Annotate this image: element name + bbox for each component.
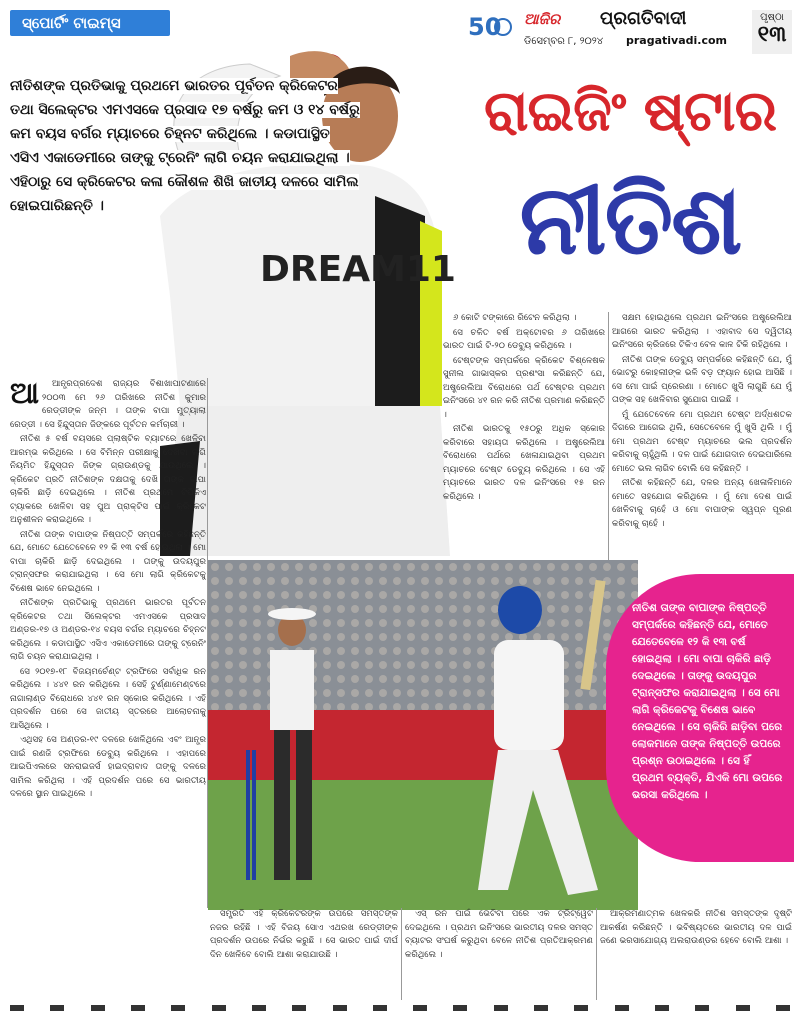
article-paragraph: ସକ୍ଷମ ହୋଇଥିଲେ ପ୍ରଥମ ଇନିଂସରେ ଅଷ୍ଟ୍ରେଲିଆ ଆଗରେ ଭାରତ କରିଥିଲା । ଏହାବାଦ ସେ ଦ୍ୱିତୀୟ ଇନିଂସରେ କ୍ରିଜରେ ଟିକିଏ ବେଳ କାଳ ଟିକି ରହିଥିଲେ । (612, 313, 792, 350)
masthead-prefix: ଆଜିର (524, 10, 561, 28)
article-paragraph: ଆନ୍ଧ୍ରପ୍ରଦେଶ ରାଜ୍ୟର ବିଶାଖାପାଟଣାରେ ୨୦୦୩ ମେ ୨୬ ତାରିଖରେ ନୀତିଶ କୁମାର ରେଡ୍ଡୀଙ୍କ ଜନ୍ମ । ତାଙ୍କ ବାପା ମୁତ୍ୟାଲା ରେଡ୍ଡୀ । ସେ ହିନ୍ଦୁସ୍ତାନ ଜିଙ୍କରେ ପୂର୍ବତନ କର୍ମଚାରୀ । (10, 379, 206, 430)
article-paragraph: ୬ କୋଟି ଟଙ୍କାରେ ରିଟେନ କରିଥିଲା । (453, 313, 577, 323)
article-column-3 (612, 312, 792, 560)
emblem-icon (494, 18, 512, 36)
anniversary-logo: 50 (468, 13, 502, 41)
article-paragraph: ନୀତିଶ ୫ ବର୍ଷ ବୟସରେ ପ୍ଲାଷ୍ଟିକ ବ୍ୟାଟରେ ଖେଳିବା ଆରମ୍ଭ କରିଥିଲେ । ସେ ବିମିନ୍ନ ପରୀକ୍ଷାକୁ ଦେଖିବା ଲାଗି ନିୟମିତ ହିନ୍ଦୁସ୍ତାନ ଜିଙ୍କ ଗ୍ରାଉଣ୍ଡକୁ ଯାଉଥିଲେ । କ୍ରିକେଟ ପ୍ରତି ନୀତିଶଙ୍କ ଦକ୍ଷତାକୁ ଦେଖି ତାଙ୍କ ବାପା ଚାକିରି ଛାଡ଼ି ଦେଇଥିଲେ । ନୀତିଶ ପ୍ରଥମେ ଟିପିକିଏ ଟ୍ୟାକରେ ଖେଳିବା ସହ ପୁଅ ପ୍ରାକ୍ଟିସ ପାଇଁ କ୍ରିକେଟ ଅନୁଶୀଳନ କରାଇଥିଲେ । (10, 434, 206, 525)
registration-marks (10, 1005, 790, 1013)
page-number-box (752, 10, 792, 54)
intro-paragraph: ନୀତିଶଙ୍କ ପ୍ରତିଭାକୁ ପ୍ରଥମେ ଭାରତର ପୂର୍ବତନ କ୍ରିକେଟର ତଥା ସିଲେକ୍ଟର ଏମଏସକେ ପ୍ରସାଦ ୧୭ ବର୍ଷରୁ କମ ଓ ୧୪ ବର୍ଷରୁ କମ ବୟସ ବର୍ଗର ମ୍ୟାଚରେ ଚିହ୍ନଟ କରିଥିଲେ । କଡାପାସ୍ଥିତ ଏସିଏ ଏକାଡେମୀରେ ତାଙ୍କୁ ଟ୍ରେନିଂ ଲାଗି ଚୟନ କରାଯାଇଥିଲା । ଏହିଠାରୁ ସେ କ୍ରିକେଟର କଳା କୌଶଳ ଶିଖି ଜାତୀୟ ଦଳରେ ସାମିଲ ହୋଇପାରିଛନ୍ତି । (10, 78, 360, 214)
article-paragraph: ନୀତିଶ କହିଛନ୍ତି ଯେ, ଦଳର ଅନ୍ୟ ଖେଳାଳିମାନେ ମୋତେ ସହଯୋଗ କରିଥିଲେ । ମୁଁ ମୋ ଦେଶ ପାଇଁ ଖେଳିବାକୁ ଚାହେଁ ଓ ମୋ ବାପାଙ୍କ ସ୍ୱପ୍ନ ପୂରଣ କରିବାକୁ ଚାହେଁ । (612, 478, 792, 529)
article-paragraph: ନୀତିଶ ଭାରତକୁ ୧୫୦ରୁ ଅଧିକ ସ୍କୋର କରିବାରେ ସହାୟତା କରିଥିଲେ । ଅଷ୍ଟ୍ରେଲିଆ ବିରୋଧରେ ପର୍ଥରେ ଖେଳାଯାଇଥିବା ପ୍ରଥମ ମ୍ୟାଚରେ ଟେଷ୍ଟ ଡେବ୍ୟୁ କରିଥିଲେ । ସେ ଏହି ମ୍ୟାଚରେ ଭାରତ ଦଳ ଇନିଂସରେ ୧୫ ରନ କରିଥିଲେ । (443, 424, 605, 502)
stumps (246, 750, 250, 880)
article-paragraph: ନୀତିଶ ତାଙ୍କ ଡେବ୍ୟୁ ସମ୍ପର୍କରେ କହିଛନ୍ତି ଯେ, ମୁଁ ଭୋଟରୁ କୋହଲୀଙ୍କ ଭଳି ବଡ଼ ଫ୍ୟାନ ହୋଇ ଆସିଛି । ସେ ମୋ ପାଇଁ ପ୍ରେରଣା । ମୋତେ ଖୁସି ଲାଗୁଛି ଯେ ମୁଁ ତାଙ୍କ ସହ ଖେଳିବାର ସୁଯୋଗ ପାଇଛି । (612, 354, 792, 405)
pull-quote: ନୀତିଶ ତାଙ୍କ ବାପାଙ୍କ ନିଷ୍ପତ୍ତି ସମ୍ପର୍କରେ କହିଛନ୍ତି ଯେ, ମୋତେ ଯେତେବେଳେ ୧୨ କି ୧୩ ବର୍ଷ ହୋଇଥିଲା । ମୋ ବାପା ଚାକିରି ଛାଡ଼ି ଦେଇଥିଲେ । ତାଙ୍କୁ ଉଦୟପୁର ଟ୍ରାନ୍ସଫର କରାଯାଇଥିଲା । ସେ ମୋ ଲାଗି କ୍ରିକେଟକୁ ବିଶେଷ ଭାବେ ନେଇଥିଲେ । ସେ ଚାକିରି ଛାଡ଼ିବା ପରେ ଲୋକମାନେ ତାଙ୍କ ନିଷ୍ପତ୍ତି ଉପରେ ପ୍ରଶ୍ନ ଉଠାଇଥିଲେ । ସେ ହିଁ ପ୍ରଥମ ବ୍ୟକ୍ତି, ଯିଏକି ମୋ ଉପରେ ଭରସା କରିଥିଲେ । (606, 574, 794, 862)
article-paragraph: ମୁଁ ଯେତେବେଳେ ମୋ ପ୍ରଥମ ଟେଷ୍ଟ ଅର୍ଦ୍ଧଶତକ ଦିଗରେ ଆଗେଇ ଥିଲି, ସେତେବେଳେ ମୁଁ ଖୁସି ଥିଲି । ମୁଁ ମୋ ପ୍ରଥମ ଟେଷ୍ଟ ମ୍ୟାଚରେ ଭଲ ପ୍ରଦର୍ଶନ କରିବାକୁ ଚାହୁଁଥିଲି । ଦଳ ପାଇଁ ଯୋଗଦାନ ଦେଇପାରିଲେ ମୋତେ ଭଲ ଲାଗିବ ବୋଲି ସେ କହିଛନ୍ତି । (612, 409, 792, 474)
article-column-2 (443, 312, 605, 560)
article-paragraph: ସେ ଚଳିତ ବର୍ଷ ଅକ୍ଟୋବର ୬ ତାରିଖରେ ଭାରତ ପାଇଁ ଟି-୨୦ ଡେବ୍ୟୁ କରିଥିଲେ । (443, 327, 605, 351)
batsman-shirt (494, 640, 564, 750)
headline-line-2: ନୀତିଶ (519, 164, 741, 276)
batting-action-photo (208, 560, 638, 910)
article-paragraph: ନୀତିଶ ତାଙ୍କ ବାପାଙ୍କ ନିଷ୍ପତ୍ତି ସମ୍ପର୍କରେ କହିଛନ୍ତି ଯେ, ମୋତେ ଯେତେବେଳେ ୧୨ କି ୧୩ ବର୍ଷ ହୋଇଥିଲା । ମୋ ବାପା ଚାକିରି ଛାଡ଼ି ଦେଇଥିଲେ । ତାଙ୍କୁ ଉଦୟପୁର ଟ୍ରାନ୍ସଫର କରାଯାଇଥିଲା । ସେ ମୋ ଲାଗି କ୍ରିକେଟକୁ ବିଶେଷ ଭାବେ ନେଇଥିଲେ । (10, 529, 206, 594)
section-banner: ସ୍ପୋର୍ଟିଂ ଟାଇମ୍ସ (10, 10, 170, 36)
batsman-helmet (498, 586, 542, 634)
article-paragraph: ଆକ୍ରମଣାତ୍ମକ ଖେଳକରି ନୀତିଶ ସମସ୍ତଙ୍କ ଦୃଷ୍ଟି ଆକର୍ଷଣ କରିଛନ୍ତି । ଭବିଷ୍ୟତରେ ଭାରତୀୟ ଦଳ ପାଇଁ ଜଣେ ଭରସାଯୋଗ୍ୟ ଅଲରାଉଣ୍ଡର ହେବେ ବୋଲି ଆଶା । (600, 909, 792, 946)
column-divider (401, 908, 402, 1000)
article-paragraph: ସେ ୨୦୧୭-୧୮ ବିଜୟମର୍ଚେଣ୍ଟ ଟ୍ରଫିରେ ସର୍ବାଧିକ ରନ କରିଥିଲେ । ୪୪୧ ରନ କରିଥିଲେ । ସେହି ଟୁର୍ଣ୍ଣାମେଣ୍ଟରେ ନାଗାଲାଣ୍ଡ ବିରୋଧରେ ୪୪୧ ରନ ସ୍କୋର କରିଥିଲେ । ଏହି ପ୍ରଦର୍ଶନ ପରେ ସେ ଜାତୀୟ ସ୍ତରରେ ଆଲୋଚନାକୁ ଆସିଥିଲେ । (10, 666, 206, 731)
issue-date: ଡିସେମ୍ବର ୮, ୨୦୨୪ (524, 36, 604, 47)
article-bottom-col-1 (210, 908, 398, 1000)
column-divider (608, 312, 609, 560)
article-paragraph: ଟେଷ୍ଟଙ୍କ ସମ୍ପର୍କରେ କ୍ରିକେଟ ବିଶ୍ଳେଷକ ସୁନୀଲ ଗାଭାସ୍କର ପ୍ରଶଂସା କରିଛନ୍ତି ଯେ, ଅଷ୍ଟ୍ରେଲିଆ ବିରୋଧରେ ପର୍ଥ ଟେଷ୍ଟର ପ୍ରଥମ ଇନିଂସରେ ୪୧ ରନ କରି ନୀତିଶ ପ୍ରମାଣ କରିଛନ୍ତି । (443, 355, 605, 420)
article-bottom-col-3 (600, 908, 792, 1000)
article-paragraph: ସମ୍ପ୍ରତି ଏହି କ୍ରିକେଟରଙ୍କ ଉପରେ ସମସ୍ତଙ୍କ ନଜର ରହିଛି । ଏହି ବିଜୟ ସୋଏ ଏଥରଖ ରେଡ୍ଡୀଙ୍କ ପ୍ରଦର୍ଶନ ଉପରେ ନିର୍ଭର କରୁଛି । ସେ ଭାରତ ପାଇଁ ଦୀର୍ଘ ଦିନ ଖେଳିବେ ବୋଲି ଆଶା କରାଯାଉଛି । (210, 909, 398, 960)
intro-text (10, 74, 360, 218)
article-paragraph: ନୀତିଶଙ୍କ ପ୍ରତିଭାକୁ ପ୍ରଥମେ ଭାରତର ପୂର୍ବତନ କ୍ରିକେଟର ତଥା ସିଲେକ୍ଟର ଏମଏସକେ ପ୍ରସାଦ ଅଣ୍ଡର-୧୭ ଓ ଅଣ୍ଡର-୧୪ ବୟସ ବର୍ଗର ମ୍ୟାଚରେ ଚିହ୍ନଟ କରିଥିଲେ । କଡାପାସ୍ଥିତ ଏସିଏ ଏକାଡେମୀରେ ତାଙ୍କୁ ଟ୍ରେନିଂ ଲାଗି ଚୟନ କରାଯାଇଥିଲା । (10, 598, 206, 662)
article-bottom-col-2 (405, 908, 593, 1000)
svg-text:DREAM11: DREAM11 (260, 249, 456, 290)
page-number: ୧୩ (757, 22, 787, 47)
drop-cap: ଆ (10, 378, 40, 411)
masthead-title: ପ୍ରଗତିବାଦୀ (600, 8, 687, 29)
article-paragraph: ଏସ୍ ରନ ପାଇଁ ଭେଟିବା ପରେ ଏକ ଟ୍ରିଟ୍ୱେଟ ଦେଇଥିଲେ । ପ୍ରଥମ ଇନିଂସରେ ଭାରତୀୟ ଦଳର ସମସ୍ତ ବ୍ୟାଟର ସଂଘର୍ଷ କରୁଥିବା ବେଳେ ନୀତିଶ ପ୍ରତିଆକ୍ରମଣ କରିଥିଲେ । (405, 909, 593, 960)
headline-line-1: ରାଇଜିଂ ଷ୍ଟାର (483, 79, 777, 144)
website-url[interactable]: pragativadi.com (626, 34, 728, 47)
article-column-1 (10, 378, 206, 908)
umpire-shirt (270, 650, 314, 730)
page-label: ପୃଷ୍ଠା (760, 12, 784, 23)
column-divider (596, 908, 597, 1000)
article-paragraph: ଏଥିସହ ସେ ଅଣ୍ଡର-୧୯ ଦଳରେ ଖେଳିଥିଲେ ଏବଂ ଆନ୍ଧ୍ର ପାଇଁ ରଣଜି ଟ୍ରଫିରେ ଡେବ୍ୟୁ କରିଥିଲେ । ଏହାପରେ ଆଇପିଏଲରେ ସନରାଇଜର୍ସ ହାଇଦ୍ରାବାଦ ତାଙ୍କୁ ଦଳରେ ସାମିଲ କରିଥିଲା । ଏହି ପ୍ରଦର୍ଶନ ପରେ ସେ ଭାରତୀୟ ଦଳରେ ସ୍ଥାନ ପାଇଥିଲେ । (10, 735, 206, 799)
